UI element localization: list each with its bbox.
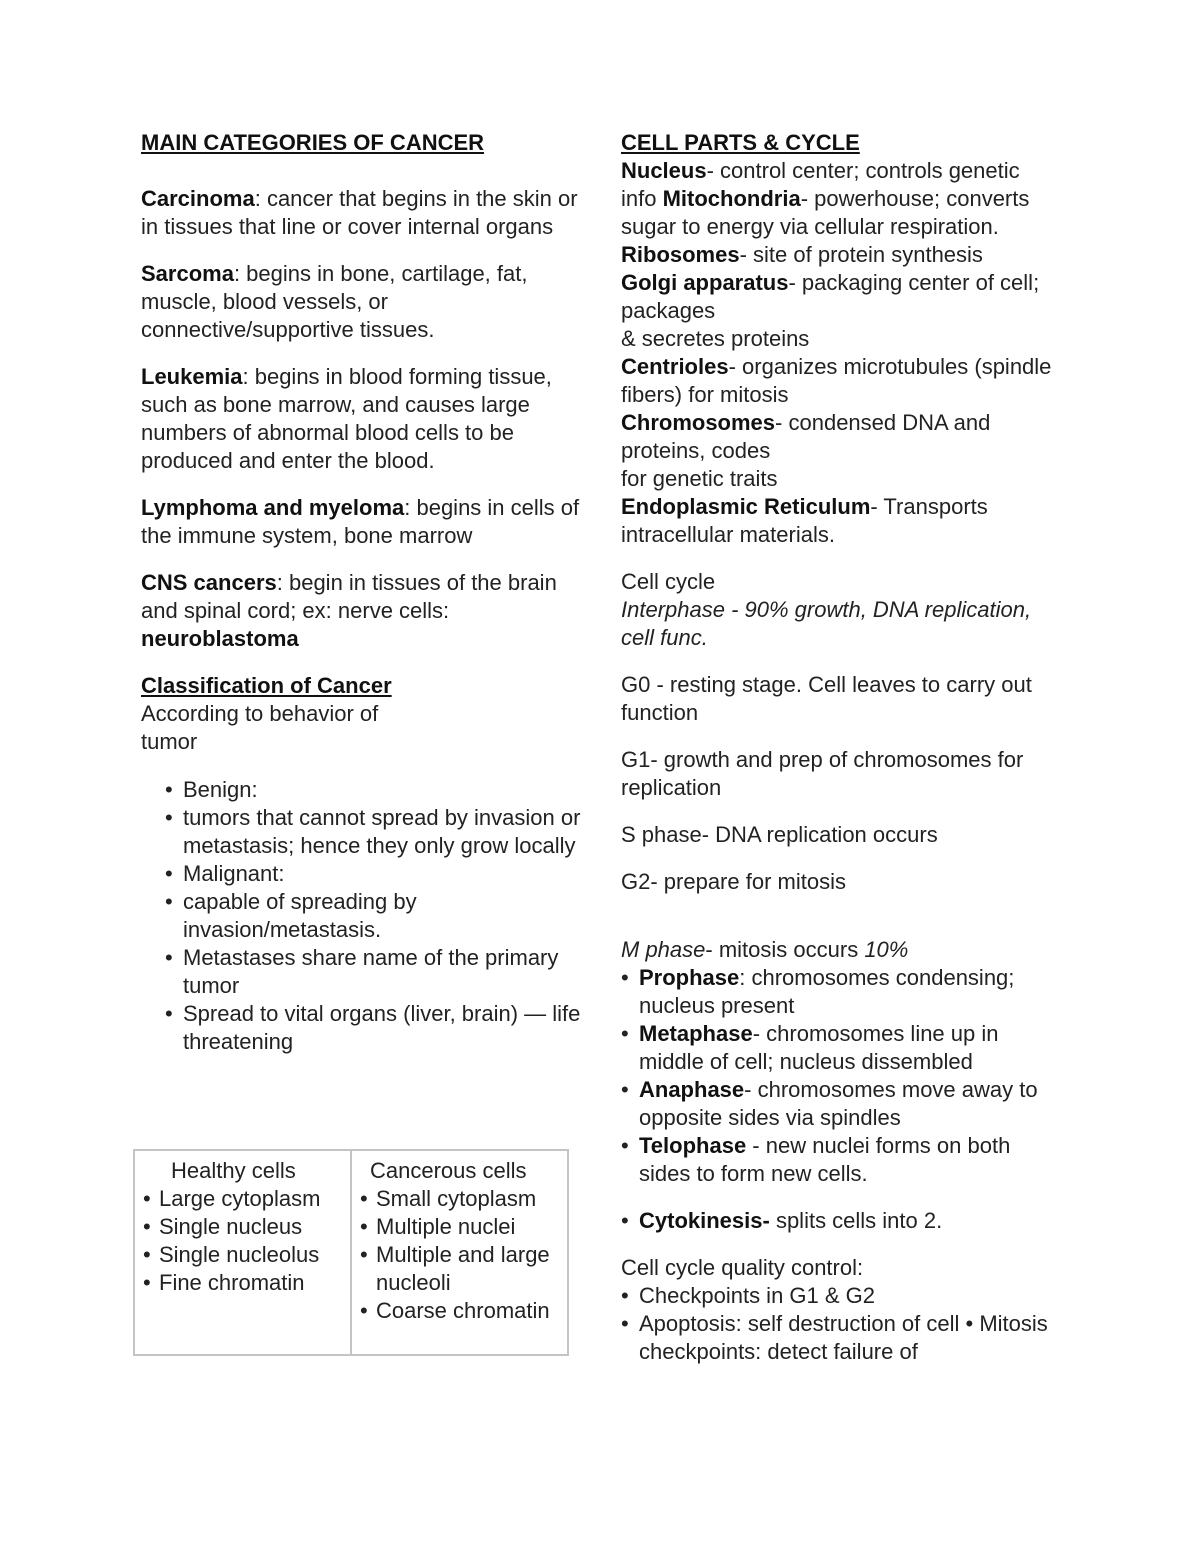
cells-comparison-table: [133, 1149, 569, 1356]
healthy-cells-header: Healthy cells: [171, 1158, 296, 1183]
classification-list: [165, 776, 585, 1056]
list-item: • Cytokinesis- splits cells into 2.: [621, 1207, 1061, 1235]
category-lymphoma: Lymphoma and myeloma: begins in cells of the immune system, bone marrow: [141, 495, 580, 548]
chromosomes-entry-cont: for genetic traits: [621, 466, 778, 491]
cell-parts-heading: CELL PARTS & CYCLE: [621, 130, 860, 155]
list-item: • Checkpoints in G1 & G2: [621, 1282, 1061, 1310]
list-item: • Fine chromatin: [143, 1269, 342, 1297]
healthy-cells-cell: [134, 1150, 351, 1355]
list-item: • Multiple nuclei: [360, 1213, 559, 1241]
left-column: [141, 129, 581, 1056]
list-item: • Telophase - new nuclei forms on both sides to form new cells.: [621, 1132, 1061, 1188]
cell-parts-text: Nucleus- control center; controls genetic info Mitochondria- powerhouse; converts sugar to energy via cellular respiration. Ribosomes- site of protein synthesis: [621, 158, 1030, 267]
g0-text: G0 - resting stage. Cell leaves to carry out function: [621, 672, 1032, 725]
golgi-entry: Golgi apparatus- packaging center of cell; packages: [621, 270, 1040, 323]
list-item: • Anaphase- chromosomes move away to opposite sides via spindles: [621, 1076, 1061, 1132]
main-categories-heading: MAIN CATEGORIES OF CANCER: [141, 130, 485, 155]
list-item: • Malignant:: [165, 860, 585, 888]
list-item: • Spread to vital organs (liver, brain) — life threatening: [165, 1000, 585, 1056]
chromosomes-entry: Chromosomes- condensed DNA and proteins, codes: [621, 410, 991, 463]
classification-line1: According to behavior of: [141, 701, 379, 726]
centrioles-entry: Centrioles- organizes microtubules (spindle fibers) for mitosis: [621, 354, 1052, 407]
quality-control-list: [621, 1282, 1061, 1366]
list-item: • Multiple and large nucleoli: [360, 1241, 559, 1297]
cytokinesis-list: [621, 1207, 1061, 1235]
s-phase-text: S phase- DNA replication occurs: [621, 822, 938, 847]
right-column: [621, 129, 1061, 1366]
list-item: • Small cytoplasm: [360, 1185, 559, 1213]
g2-text: G2- prepare for mitosis: [621, 869, 846, 894]
category-sarcoma: Sarcoma: begins in bone, cartilage, fat, muscle, blood vessels, or connective/supportive tissues.: [141, 261, 528, 342]
list-item: • capable of spreading by invasion/metastasis.: [165, 888, 585, 944]
cell-cycle-title: Cell cycle: [621, 569, 716, 594]
golgi-entry-cont: & secretes proteins: [621, 326, 810, 351]
list-item: • Single nucleus: [143, 1213, 342, 1241]
list-item: • Metastases share name of the primary tumor: [165, 944, 585, 1000]
classification-heading: Classification of Cancer: [141, 673, 392, 698]
cancerous-cells-header: Cancerous cells: [370, 1158, 527, 1183]
list-item: • Prophase: chromosomes condensing; nucleus present: [621, 964, 1061, 1020]
m-phase-line: M phase- mitosis occurs 10%: [621, 937, 909, 962]
classification-section: [141, 672, 581, 1056]
list-item: • Apoptosis: self destruction of cell • Mitosis checkpoints: detect failure of: [621, 1310, 1061, 1366]
category-leukemia: Leukemia: begins in blood forming tissue, such as bone marrow, and causes large numbers of abnormal blood cells to be produced and enter the blood.: [141, 364, 552, 473]
category-cns: CNS cancers: begin in tissues of the brain and spinal cord; ex: nerve cells: neuroblastoma: [141, 570, 557, 651]
list-item: • Single nucleolus: [143, 1241, 342, 1269]
er-entry: Endoplasmic Reticulum- Transports intracellular materials.: [621, 494, 988, 547]
classification-line2: tumor: [141, 729, 198, 754]
quality-control-title: Cell cycle quality control:: [621, 1255, 864, 1280]
interphase-text: Interphase - 90% growth, DNA replication, cell func.: [621, 597, 1032, 650]
g1-text: G1- growth and prep of chromosomes for replication: [621, 747, 1024, 800]
list-item: • Large cytoplasm: [143, 1185, 342, 1213]
cancerous-cells-cell: [351, 1150, 568, 1355]
list-item: • Benign:: [165, 776, 585, 804]
mitosis-phases-list: [621, 964, 1061, 1188]
category-carcinoma: Carcinoma: cancer that begins in the skin or in tissues that line or cover internal organs: [141, 186, 578, 239]
list-item: • Metaphase- chromosomes line up in middle of cell; nucleus dissembled: [621, 1020, 1061, 1076]
list-item: • Coarse chromatin: [360, 1297, 559, 1325]
list-item: • tumors that cannot spread by invasion or metastasis; hence they only grow locally: [165, 804, 585, 860]
